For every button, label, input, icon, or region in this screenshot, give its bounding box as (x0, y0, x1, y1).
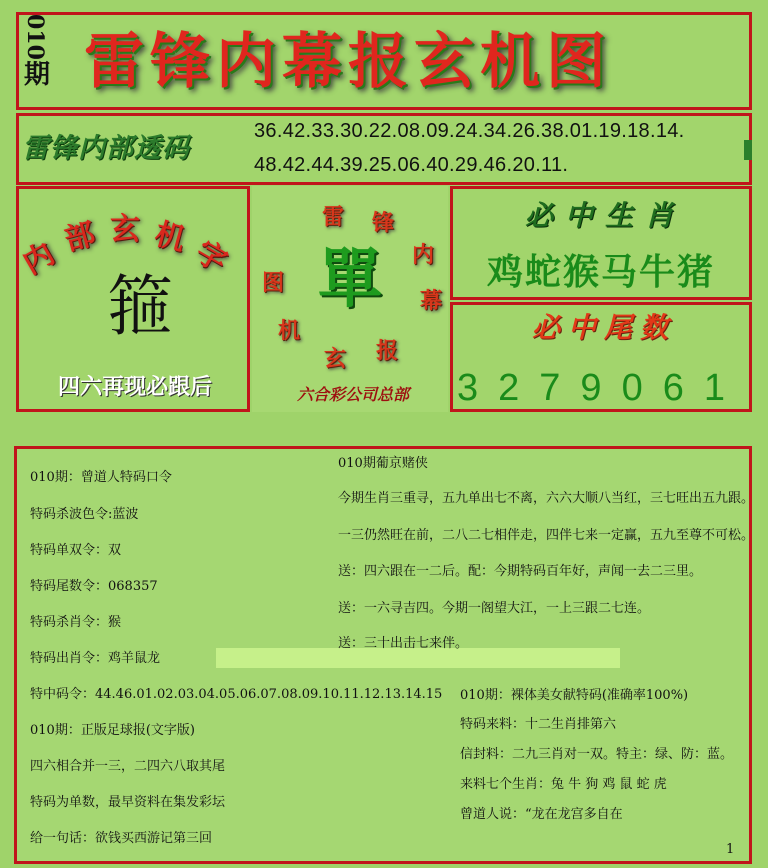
left-text-line: 特码杀波色令:蓝波 (30, 507, 139, 522)
arc-char-1: 内 (17, 236, 61, 282)
left-text-line: 四六相合并一三，二四六八取其尾 (30, 759, 226, 774)
ring-char-5: 报 (376, 338, 399, 364)
left-text-line: 特码尾数令：068357 (30, 579, 158, 594)
left-caption: 四六再现必跟后 (57, 374, 212, 400)
ring-char-8: 图 (262, 270, 285, 296)
arc-char-4: 机 (151, 216, 190, 259)
left-text-line: 特码出肖令：鸡羊鼠龙 (30, 651, 161, 666)
arc-char-5: 字 (189, 234, 233, 280)
mid-text-line: 送：四六跟在一二后。配：今期特码百年好，声闻一去二三里。 (338, 564, 703, 579)
center-character: 單 (318, 242, 382, 317)
company-label: 六合彩公司总部 (296, 385, 409, 404)
ring-char-6: 玄 (324, 346, 347, 372)
issue-number (24, 14, 64, 110)
left-text-line: 特码杀肖令：猴 (30, 615, 122, 630)
left-text-line: 特码单双令：双 (30, 543, 122, 558)
mid-text-line: 今期生肖三重寻，五九单出七不离，六六大顺八当红，三七旺出五九跟。 (338, 491, 755, 506)
numbers-tag (744, 140, 752, 160)
page-number: 1 (726, 842, 735, 857)
ring-char-3: 内 (412, 242, 435, 268)
numbers-line-1: 36.42.33.30.22.08.09.24.34.26.38.01.19.18.14. (254, 120, 685, 142)
zodiac-label: 必中生肖 (524, 199, 685, 232)
right-text-line: 信封料：二九三肖对一双。特主：绿、防：蓝。 (460, 747, 734, 762)
arc-char-3: 玄 (110, 212, 140, 247)
right-text-line: 来料七个生肖：兔 牛 狗 鸡 鼠 蛇 虎 (460, 777, 667, 792)
issue-num: 010 (22, 14, 48, 60)
zodiac-values: 鸡蛇猴马牛猪 (486, 251, 715, 293)
hidden-character: 箍 (107, 268, 173, 345)
left-text-line: 特码为单数，最早资料在集发彩坛 (30, 795, 226, 810)
mid-text-line: 送：一六寻吉四。今期一阁望大江，一上三跟二七连。 (338, 601, 651, 616)
page-title: 雷锋内幕报玄机图 (84, 27, 612, 97)
right-text-line: 010期：裸体美女献特码(准确率100%) (460, 688, 689, 703)
tail-label: 必中尾数 (531, 311, 676, 344)
numbers-label: 雷锋内部透码 (22, 133, 190, 164)
ring-char-4: 幕 (420, 288, 443, 314)
arc-char-2: 部 (60, 216, 99, 259)
ring-char-1: 雷 (322, 204, 345, 230)
tail-values: 3279061 (457, 367, 745, 409)
mid-text-line: 010期葡京赌侠 (338, 456, 428, 471)
left-text-line: 特中码令：44.46.01.02.03.04.05.06.07.08.09.10.11.12.13.14.15 (30, 687, 443, 702)
highlight-bar (216, 648, 620, 668)
right-text-line: 特码来料：十二生肖排第六 (460, 717, 617, 732)
right-text-line: 曾道人说：“龙在龙宫多自在 (460, 807, 623, 822)
mid-text-line: 送：三十出击七来伴。 (338, 636, 469, 651)
left-text-line: 010期：曾道人特码口令 (30, 470, 172, 485)
ring-char-2: 锋 (372, 210, 395, 236)
issue-suffix: 期 (24, 59, 51, 90)
mid-text-line: 一三仍然旺在前，二八二七相伴走，四伴七来一定赢，五九至尊不可松。 (338, 528, 755, 543)
left-text-line: 给一句话：欲钱买西游记第三回 (30, 831, 213, 846)
arc-word (17, 200, 248, 282)
left-text-line: 010期：正版足球报(文字版) (30, 723, 195, 738)
numbers-line-2: 48.42.44.39.25.06.40.29.46.20.11. (254, 154, 569, 176)
ring-char-7: 机 (278, 318, 301, 344)
